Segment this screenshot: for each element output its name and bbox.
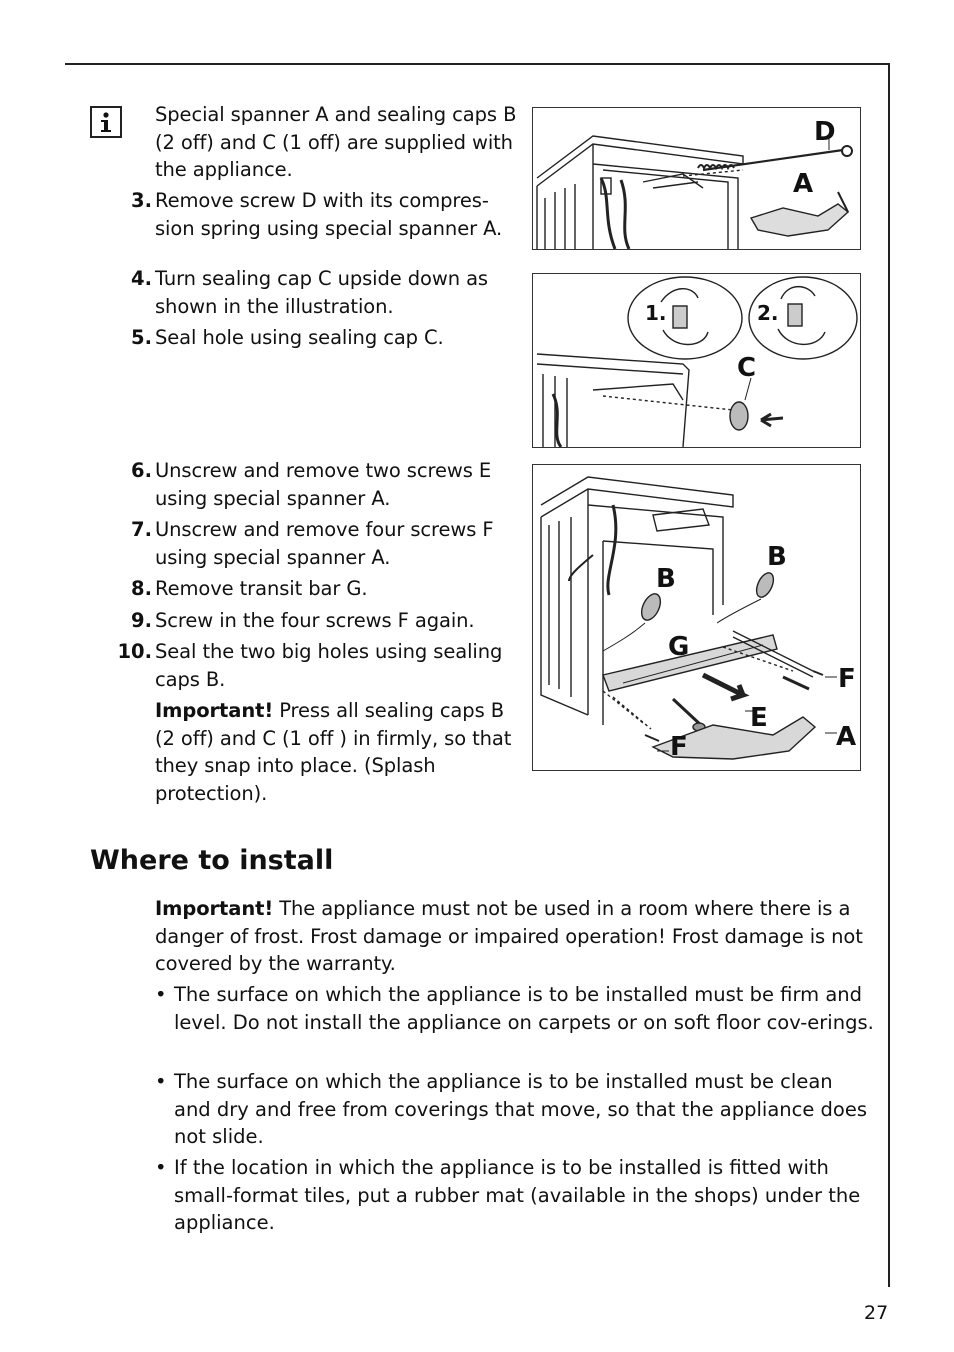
important-note-text: Press all sealing caps B (2 off) and C (1 off ) in firmly, so that they snap into place. (Splash protection). [155, 699, 512, 805]
label-g: G [668, 632, 690, 662]
step-number: 7. [131, 518, 152, 541]
label-f-bottom: F [670, 732, 688, 762]
label-a: A [793, 169, 814, 199]
right-margin-rule [888, 63, 890, 1287]
label-b-left: B [656, 564, 676, 594]
step-text: Seal hole using sealing cap C. [155, 326, 444, 349]
important-note [155, 697, 515, 807]
label-e: E [750, 703, 768, 733]
step-number: 3. [131, 189, 152, 212]
figure-remove-transit-bar [532, 464, 861, 771]
bullet-text: The surface on which the appliance is to be installed must be clean and dry and free from coverings that move, so that the appliance does not slide. [174, 1070, 868, 1148]
step-number: 10. [117, 640, 152, 663]
important-label: Important! [155, 897, 274, 920]
label-c: C [737, 353, 757, 383]
step-text: Seal the two big holes using sealing caps B. [155, 640, 503, 691]
step-text: Unscrew and remove two screws E using special spanner A. [155, 459, 492, 510]
figure-remove-screw-d [532, 107, 861, 250]
bullet-text: If the location in which the appliance is to be installed is fitted with small-format tiles, put a rubber mat (available in the shops) under the appliance. [174, 1156, 861, 1234]
label-step-2: 2. [757, 301, 779, 325]
section-title: Where to install [90, 845, 334, 876]
step-text: Screw in the four screws F again. [155, 609, 475, 632]
important-label: Important! [155, 699, 274, 722]
step-number: 9. [131, 609, 152, 632]
label-d: D [814, 117, 836, 147]
label-a: A [836, 722, 857, 752]
step-number: 4. [131, 267, 152, 290]
bullet-dot: • [155, 1070, 167, 1093]
intro-text: Special spanner A and sealing caps B (2 off) and C (1 off) are supplied with the appliance. [155, 103, 517, 181]
figure-sealing-cap-c [532, 273, 861, 448]
label-b-right: B [767, 542, 787, 572]
bullet-text: The surface on which the appliance is to be installed must be firm and level. Do not install the appliance on carpets or on soft floor cov-erings. [174, 983, 874, 1034]
step-text: Remove transit bar G. [155, 577, 368, 600]
label-step-1: 1. [645, 301, 667, 325]
step-text: Unscrew and remove four screws F using special spanner A. [155, 518, 494, 569]
info-icon [90, 106, 122, 138]
step-text: Turn sealing cap C upside down as shown in the illustration. [155, 267, 488, 318]
step-number: 8. [131, 577, 152, 600]
page-number: 27 [864, 1302, 889, 1324]
label-f-right: F [838, 664, 856, 694]
step-text: Remove screw D with its compres-sion spring using special spanner A. [155, 189, 503, 240]
step-number: 5. [131, 326, 152, 349]
important-text: The appliance must not be used in a room where there is a danger of frost. Frost damage or impaired operation! Frost damage is not covered by the warranty. [155, 897, 863, 975]
top-rule [65, 63, 890, 65]
step-number: 6. [131, 459, 152, 482]
bullet-dot: • [155, 983, 167, 1006]
bullet-dot: • [155, 1156, 167, 1179]
section-important [155, 895, 865, 978]
